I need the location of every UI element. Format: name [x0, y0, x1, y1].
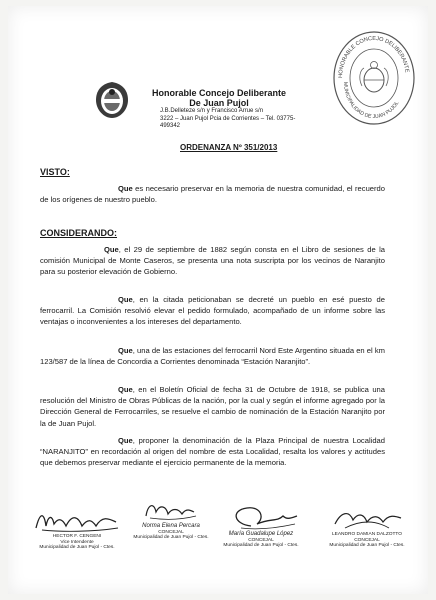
- svg-text:MUNICIPALIDAD DE JUAN PUJOL: [342, 82, 400, 120]
- seal-text-top: HONORABLE CONCEJO DELIBERANTE: [337, 35, 410, 79]
- handwritten-signature-3: [221, 504, 301, 532]
- council-address-phone: 3222 – Juan Pujol Pcia de Corrientes – Tel. 03775-499342: [160, 115, 296, 129]
- council-town: De Juan Pujol: [189, 98, 249, 108]
- council-address: J.B.Delleteze s/n y Francisco Arrue s/n: [160, 108, 264, 114]
- coat-of-arms-icon: [360, 62, 388, 93]
- signatory-org-4: Municipalidad de Juan Pujol - Ctes.: [329, 543, 405, 549]
- considerando-paragraph-2: Que, en la citada peticionaban se decreté un pueblo en esé puesto de ferrocarril. La Comisión resolvió elevar el pedido formulado, acompañado de un informe sobre las ventajas o inconvenientes a los intereses del departamento.: [40, 295, 385, 327]
- signatory-org-1: Municipalidad de Juan Pujol - Ctes.: [39, 545, 115, 551]
- signature-block-2: [132, 498, 210, 541]
- visto-paragraph: Que es necesario preservar en la memoria de nuestra comunidad, el recuerdo de los orígenes de nuestro pueblo.: [40, 184, 385, 205]
- signature-block-3: [216, 504, 306, 549]
- signature-block-4: [318, 506, 416, 549]
- considerando-paragraph-4: Que, en el Boletín Oficial de fecha 31 de Octubre de 1918, se publica una resolución del Ministro de Obras Públicas de la nación, por la cual y según el informe agregado por la Dirección General de Ferrocarriles, se resuelve el cambio de nominación de la Estación Naranjito por la de Juan Pujol.: [40, 385, 385, 428]
- handwritten-signature-4: [327, 506, 407, 532]
- signatory-org-2: Municipalidad de Juan Pujol - Ctes.: [133, 535, 209, 541]
- council-seal-stamp: [332, 28, 416, 126]
- seal-text-bottom: MUNICIPALIDAD DE JUAN PUJOL: [341, 81, 401, 121]
- letterhead: [134, 88, 304, 131]
- ordinance-number: ORDENANZA Nº 351/2013: [180, 143, 278, 152]
- considerando-heading: CONSIDERANDO:: [40, 228, 118, 238]
- signatory-role-4: CONCEJAL: [354, 537, 380, 543]
- signatory-name-4: LEANDRO DAMIAN DALZOTTO: [331, 532, 402, 537]
- signatory-name-1: HECTOR F. CENGENI: [52, 534, 102, 539]
- visto-heading: VISTO:: [40, 167, 70, 177]
- signatory-role-2: CONCEJAL: [158, 529, 184, 535]
- handwritten-signature-2: [136, 498, 206, 524]
- signatory-name-2: Norma Elena Percara: [142, 523, 200, 529]
- considerando-paragraph-3: Que, una de las estaciones del ferrocarril Nord Este Argentino situada en el km 123/587 de la línea de Concordia a Corrientes denominada “Estación Naranjito”.: [40, 346, 385, 367]
- handwritten-signature-1: [32, 508, 122, 534]
- signatory-role-1: Vice Intendente: [60, 539, 94, 545]
- council-name: Honorable Concejo Deliberante: [151, 88, 287, 98]
- signature-block-1: [28, 508, 126, 551]
- considerando-paragraph-5: Que, proponer la denominación de la Plaza Principal de nuestra Localidad “NARANJITO” en recordación al origen del nombre de esta Localidad, resalta los valores y actitudes que debemos preservar mediante el ejercicio permanente de la memoria.: [40, 436, 385, 468]
- signatory-role-3: CONCEJAL: [248, 537, 274, 543]
- considerando-paragraph-1: Que, el 29 de septiembre de 1882 según consta en el Libro de sesiones de la comisión Municipal de Monte Caseros, se presenta una nota suscripta por los vecinos de Naranjito para su posterior elevación de Gobierno.: [40, 245, 385, 277]
- signatory-org-3: Municipalidad de Juan Pujol - Ctes.: [223, 543, 299, 549]
- emblem-icon: [94, 80, 130, 120]
- signatory-name-3: María Guadalupe López: [228, 531, 294, 537]
